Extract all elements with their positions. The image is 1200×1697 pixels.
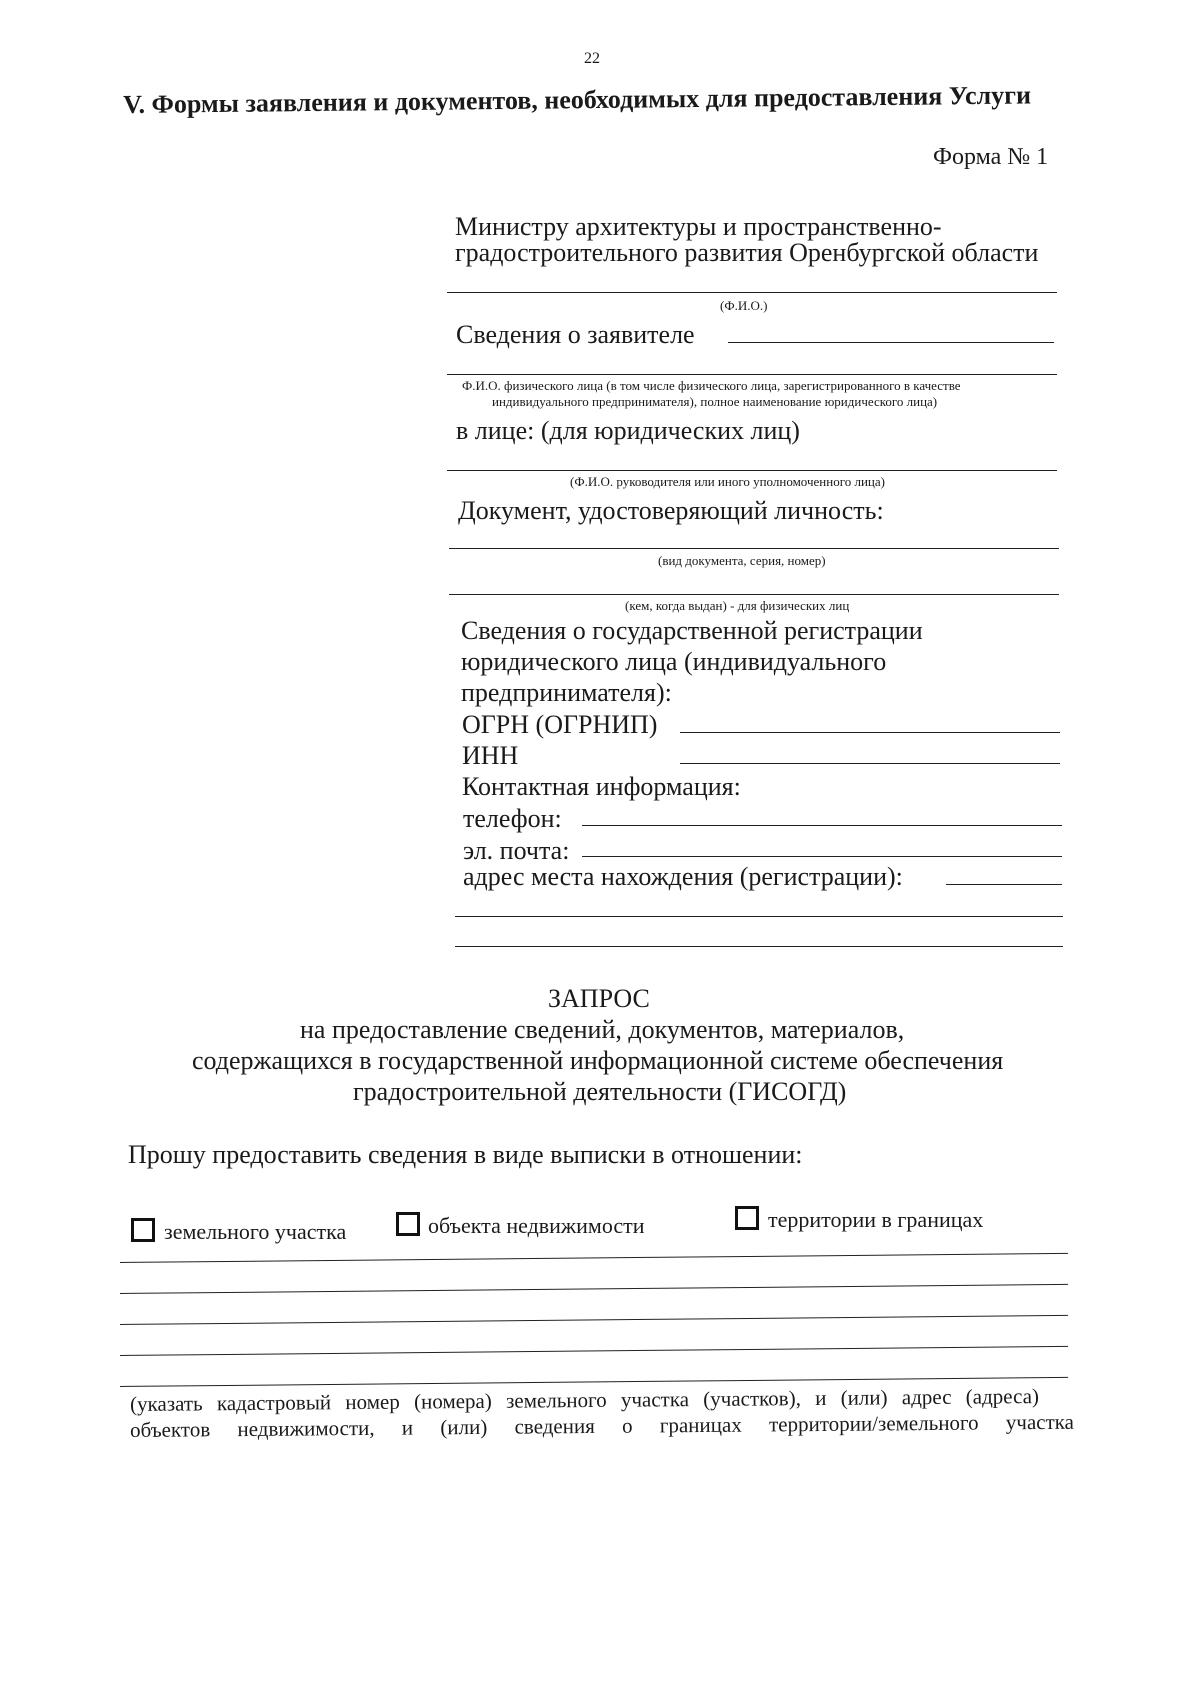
footnote-line-1: (указать кадастровый номер (номера) земельного участка (участков), и (или) адрес (адреса) <box>130 1384 1040 1416</box>
checkbox-territory[interactable] <box>735 1206 759 1230</box>
applicant-caption-1: Ф.И.О. физического лица (в том числе физического лица, зарегистрированного в качестве <box>462 378 961 393</box>
applicant-line-2[interactable] <box>447 374 1057 375</box>
fio-line[interactable] <box>447 292 1057 293</box>
email-label: эл. почта: <box>463 836 570 865</box>
body-text: Прошу предоставить сведения в виде выписки в отношении: <box>128 1140 803 1169</box>
phone-line[interactable] <box>582 825 1062 826</box>
registration-line-1: Сведения о государственной регистрации <box>461 616 923 645</box>
addressee-line-1: Министру архитектуры и пространственно- <box>455 212 942 241</box>
details-line-3[interactable] <box>120 1315 1068 1325</box>
id-doc-caption-1: (вид документа, серия, номер) <box>658 553 826 568</box>
details-line-4[interactable] <box>120 1346 1068 1356</box>
inn-label: ИНН <box>462 741 519 770</box>
checkbox-real-estate[interactable] <box>396 1212 420 1236</box>
applicant-line[interactable] <box>728 342 1054 343</box>
details-line-1[interactable] <box>120 1253 1068 1263</box>
option-real-estate-label: объекта недвижимости <box>428 1213 645 1238</box>
applicant-caption-2: индивидуального предпринимателя), полное наименование юридического лица) <box>492 394 938 409</box>
address-line-3[interactable] <box>455 946 1063 947</box>
representative-line[interactable] <box>447 470 1057 471</box>
contact-label: Контактная информация: <box>462 772 741 801</box>
option-territory-label: территории в границах <box>768 1207 984 1232</box>
checkbox-land-plot[interactable] <box>131 1218 155 1242</box>
ogrn-label: ОГРН (ОГРНИП) <box>462 710 658 739</box>
registration-line-2: юридического лица (индивидуального <box>461 647 887 676</box>
representative-caption: (Ф.И.О. руководителя или иного уполномоченного лица) <box>570 474 885 489</box>
registration-line-3: предпринимателя): <box>461 678 672 707</box>
address-line-2[interactable] <box>455 916 1063 917</box>
inn-line[interactable] <box>680 763 1060 764</box>
footnote-line-2: объектов недвижимости, и (или) сведения о границах территории/земельного участка <box>130 1409 1075 1442</box>
option-land-plot-label: земельного участка <box>164 1219 347 1244</box>
page-number: 22 <box>584 50 600 67</box>
form-label: Форма № 1 <box>933 144 1049 170</box>
phone-label: телефон: <box>463 804 562 833</box>
fio-caption: (Ф.И.О.) <box>720 298 768 313</box>
request-title: ЗАПРОС <box>548 984 650 1013</box>
ogrn-line[interactable] <box>680 732 1060 733</box>
id-doc-line-1[interactable] <box>449 548 1059 549</box>
address-line-1[interactable] <box>946 884 1062 885</box>
id-doc-line-2[interactable] <box>449 594 1059 595</box>
applicant-label: Сведения о заявителе <box>456 320 695 349</box>
section-title: V. Формы заявления и документов, необходимых для предоставления Услуги <box>123 80 1032 119</box>
details-line-2[interactable] <box>120 1284 1068 1294</box>
id-doc-label: Документ, удостоверяющий личность: <box>458 496 884 525</box>
request-line-2: содержащихся в государственной информационной системе обеспечения <box>192 1046 1004 1075</box>
email-line[interactable] <box>582 856 1062 857</box>
address-label: адрес места нахождения (регистрации): <box>463 862 903 891</box>
id-doc-caption-2: (кем, когда выдан) - для физических лиц <box>625 598 850 613</box>
addressee-line-2: градостроительного развития Оренбургской области <box>455 238 1039 267</box>
request-line-1: на предоставление сведений, документов, материалов, <box>300 1015 905 1044</box>
request-line-3: градостроительной деятельности (ГИСОГД) <box>353 1077 847 1106</box>
representative-label: в лице: (для юридических лиц) <box>456 416 800 445</box>
